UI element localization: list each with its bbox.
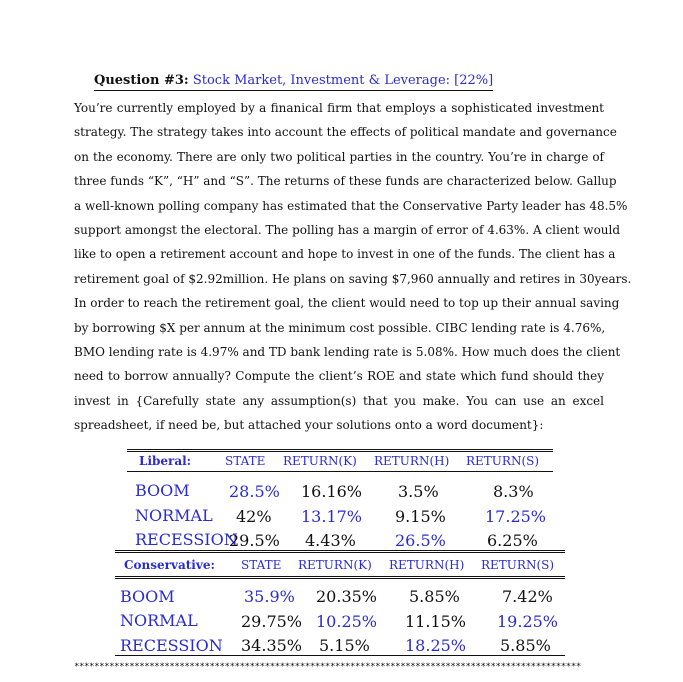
cell-state: 29.75%: [241, 612, 303, 631]
cell-h: 9.15%: [395, 507, 446, 526]
body-line: three funds “K”, “H” and “S”. The returns of these funds are characterized below. Gallup: [74, 174, 617, 189]
cell-s: 7.42%: [502, 587, 553, 606]
body-line: You’re currently employed by a finanical firm that employs a sophisticated investment: [74, 101, 604, 115]
body-line: a well-known polling company has estimated that the Conservative Party leader has 48.5%: [74, 198, 628, 213]
row-label: NORMAL: [120, 611, 198, 630]
cell-state: 34.35%: [241, 636, 303, 655]
cell-h: 18.25%: [405, 636, 467, 655]
heading-underline: [94, 90, 493, 91]
body-line: strategy. The strategy takes into account the effects of political mandate and governance: [74, 125, 617, 140]
table-rule: [127, 471, 553, 472]
header-state: STATE: [241, 558, 282, 572]
cell-h: 5.85%: [409, 587, 460, 606]
cell-k: 13.17%: [301, 507, 363, 526]
cell-state: 28.5%: [229, 482, 280, 501]
cell-k: 4.43%: [305, 531, 356, 550]
row-label: RECESSION: [135, 530, 238, 549]
question-topic: Stock Market, Investment & Leverage: [22%]: [192, 73, 494, 88]
body-line: like to open a retirement account and hope to invest in one of the funds. The client has a: [74, 247, 616, 262]
question-heading: [94, 73, 493, 88]
table-rule: [127, 449, 553, 450]
header-return-k: RETURN(K): [283, 454, 357, 468]
separator-line: *****************************************************************************************************: [74, 662, 581, 672]
table-rule: [127, 451, 553, 452]
conservative-title: Conservative:: [124, 558, 215, 572]
body-line: support amongst the electoral. The polling has a margin of error of 4.63%. A client would: [74, 223, 621, 238]
table-rule: [115, 550, 565, 551]
cell-k: 10.25%: [316, 612, 378, 631]
table-rule: [115, 576, 565, 577]
body-line: on the economy. There are only two political parties in the country. You’re in charge of: [74, 149, 604, 164]
cell-s: 19.25%: [497, 612, 559, 631]
cell-state: 42%: [236, 507, 272, 526]
body-line: retirement goal of $2.92million. He plans on saving $7,960 annually and retires in 30years.: [74, 271, 632, 286]
header-return-s: RETURN(S): [481, 558, 555, 572]
cell-k: 16.16%: [301, 482, 363, 501]
header-return-h: RETURN(H): [374, 454, 450, 468]
cell-h: 11.15%: [405, 612, 467, 631]
cell-k: 5.15%: [319, 636, 370, 655]
body-line: BMO lending rate is 4.97% and TD bank lending rate is 5.08%. How much does the client: [74, 345, 621, 360]
header-return-h: RETURN(H): [389, 558, 465, 572]
cell-h: 3.5%: [398, 482, 439, 501]
table-rule: [115, 552, 565, 553]
cell-s: 6.25%: [487, 531, 538, 550]
body-line: invest in {Carefully state any assumption(s) that you make. You can use an excel: [74, 393, 604, 408]
body-line: by borrowing $X per annum at the minimum cost possible. CIBC lending rate is 4.76%,: [74, 320, 606, 335]
cell-k: 20.35%: [316, 587, 378, 606]
cell-state: 29.5%: [229, 531, 280, 550]
header-state: STATE: [225, 454, 266, 468]
liberal-title: Liberal:: [139, 454, 192, 468]
cell-state: 35.9%: [244, 587, 295, 606]
cell-s: 17.25%: [485, 507, 547, 526]
row-label: RECESSION: [120, 636, 223, 655]
cell-s: 5.85%: [500, 636, 551, 655]
body-line: spreadsheet, if need be, but attached your solutions onto a word document}:: [74, 418, 544, 433]
row-label: NORMAL: [135, 506, 213, 525]
row-label: BOOM: [120, 587, 175, 606]
row-label: BOOM: [135, 481, 190, 500]
header-return-s: RETURN(S): [466, 454, 540, 468]
table-rule: [115, 655, 565, 656]
question-body: [74, 96, 632, 438]
cell-h: 26.5%: [395, 531, 446, 550]
cell-s: 8.3%: [493, 482, 534, 501]
body-line: In order to reach the retirement goal, the client would need to top up their annual saving: [74, 296, 620, 311]
body-line: need to borrow annually? Compute the client’s ROE and state which fund should they: [74, 369, 604, 384]
question-number: Question #3:: [94, 73, 189, 88]
header-return-k: RETURN(K): [298, 558, 372, 572]
table-rule: [115, 578, 565, 579]
